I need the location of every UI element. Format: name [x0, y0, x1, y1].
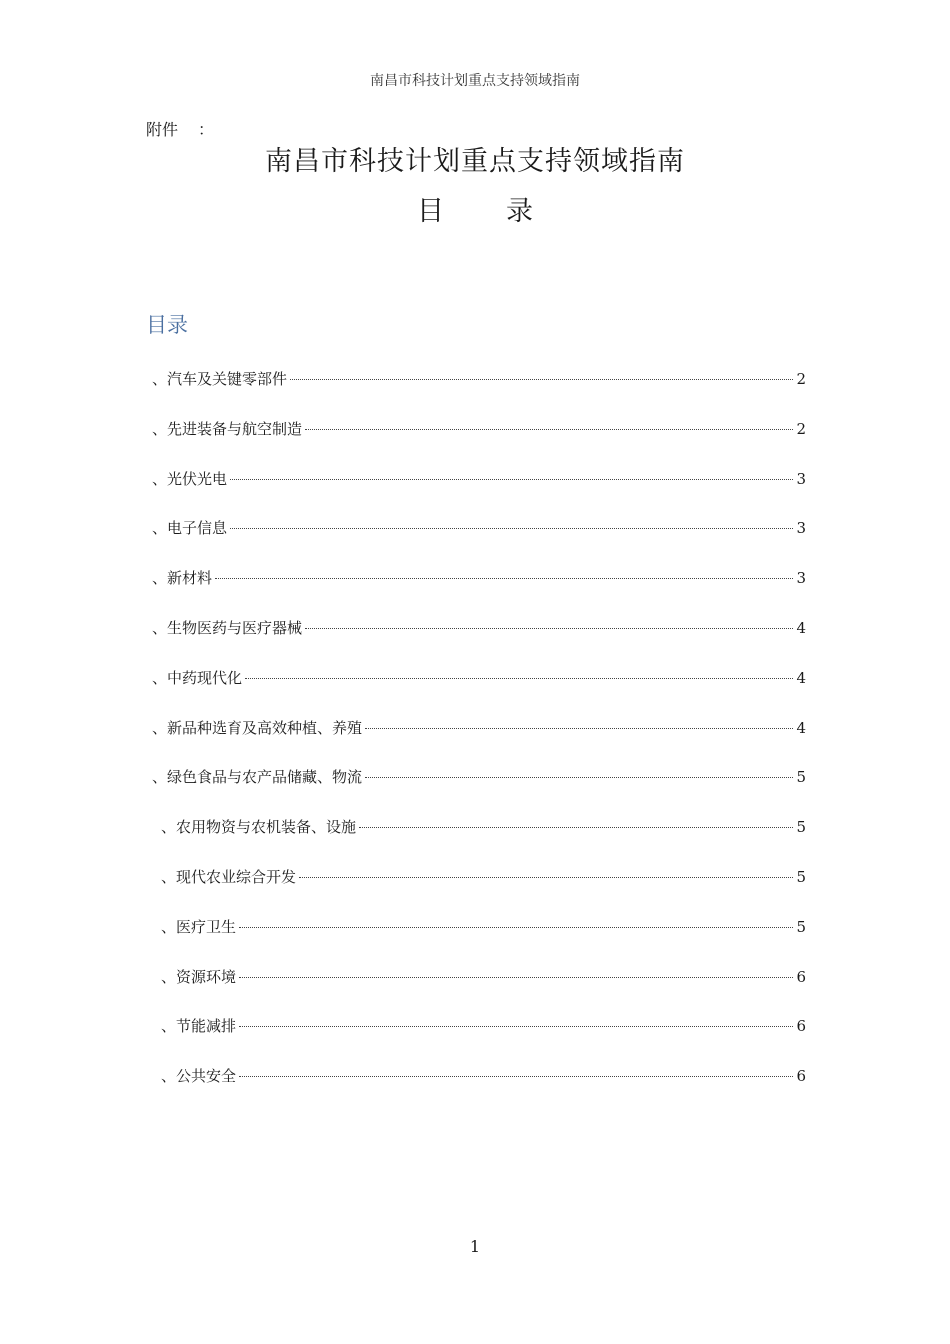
toc-title-right: 录	[506, 196, 533, 227]
toc-list	[152, 368, 806, 1115]
toc-entry-page: 3	[796, 519, 806, 538]
toc-leader	[365, 728, 793, 729]
toc-entry[interactable]	[152, 766, 806, 816]
running-header: 南昌市科技计划重点支持领域指南	[370, 73, 580, 89]
toc-entry-page: 3	[796, 569, 806, 588]
toc-entry[interactable]	[152, 468, 806, 518]
toc-entry[interactable]	[152, 966, 806, 1016]
toc-entry-page: 4	[796, 618, 806, 637]
toc-entry[interactable]	[152, 866, 806, 916]
toc-entry-page: 2	[796, 419, 806, 438]
attachment-label	[146, 117, 214, 140]
toc-entry[interactable]	[152, 418, 806, 468]
toc-entry-label: 、农用物资与农机装备、设施	[161, 818, 357, 837]
toc-entry-label: 、公共安全	[161, 1067, 237, 1086]
toc-entry-label: 、新材料	[152, 569, 213, 588]
toc-entry-label: 、资源环境	[161, 967, 237, 986]
toc-entry-label: 、光伏光电	[152, 469, 228, 488]
toc-entry-page: 3	[796, 469, 806, 488]
attachment-colon: ：	[198, 120, 215, 139]
toc-entry-label: 、电子信息	[152, 519, 228, 538]
toc-entry[interactable]	[152, 816, 806, 866]
toc-entry-label: 、汽车及关键零部件	[152, 370, 288, 388]
toc-heading: 目录	[146, 313, 188, 337]
toc-leader	[239, 977, 793, 978]
toc-entry-page: 5	[796, 917, 806, 936]
toc-entry-label: 、绿色食品与农产品储藏、物流	[152, 768, 363, 787]
toc-title	[0, 189, 950, 228]
toc-entry[interactable]	[152, 517, 806, 567]
toc-entry[interactable]	[152, 717, 806, 767]
toc-leader	[239, 1076, 793, 1077]
toc-leader	[365, 777, 793, 778]
toc-entry-page: 5	[796, 818, 806, 837]
toc-entry-page: 5	[796, 768, 806, 787]
toc-entry-page: 6	[796, 967, 806, 986]
toc-entry-page: 6	[796, 1067, 806, 1086]
page-number: 1	[469, 1237, 481, 1256]
toc-leader	[290, 379, 793, 380]
toc-leader	[239, 927, 793, 928]
toc-entry[interactable]	[152, 1065, 806, 1115]
attachment-text: 附件	[146, 120, 179, 139]
toc-leader	[239, 1026, 793, 1027]
toc-leader	[245, 678, 793, 679]
toc-leader	[230, 479, 793, 480]
toc-entry-page: 2	[796, 370, 806, 388]
toc-title-left: 目	[417, 196, 444, 227]
toc-entry[interactable]	[152, 667, 806, 717]
toc-entry[interactable]	[152, 617, 806, 667]
toc-entry-page: 4	[796, 718, 806, 737]
toc-entry-page: 5	[796, 867, 806, 886]
toc-entry[interactable]	[152, 567, 806, 617]
toc-entry-label: 、新品种选育及高效种植、养殖	[152, 718, 363, 737]
toc-leader	[215, 578, 793, 579]
toc-entry-page: 6	[796, 1017, 806, 1036]
toc-entry[interactable]	[152, 368, 806, 418]
toc-entry-page: 4	[796, 668, 806, 687]
toc-leader	[359, 827, 793, 828]
toc-leader	[299, 877, 793, 878]
toc-entry-label: 、先进装备与航空制造	[152, 419, 303, 438]
toc-entry[interactable]	[152, 1015, 806, 1065]
toc-entry-label: 、节能减排	[161, 1017, 237, 1036]
toc-entry[interactable]	[152, 916, 806, 966]
toc-leader	[305, 429, 793, 430]
toc-leader	[305, 628, 793, 629]
document-title: 南昌市科技计划重点支持领域指南	[265, 146, 685, 177]
toc-entry-label: 、中药现代化	[152, 668, 243, 687]
toc-entry-label: 、生物医药与医疗器械	[152, 618, 303, 637]
toc-entry-label: 、医疗卫生	[161, 917, 237, 936]
toc-entry-label: 、现代农业综合开发	[161, 867, 297, 886]
toc-leader	[230, 528, 793, 529]
